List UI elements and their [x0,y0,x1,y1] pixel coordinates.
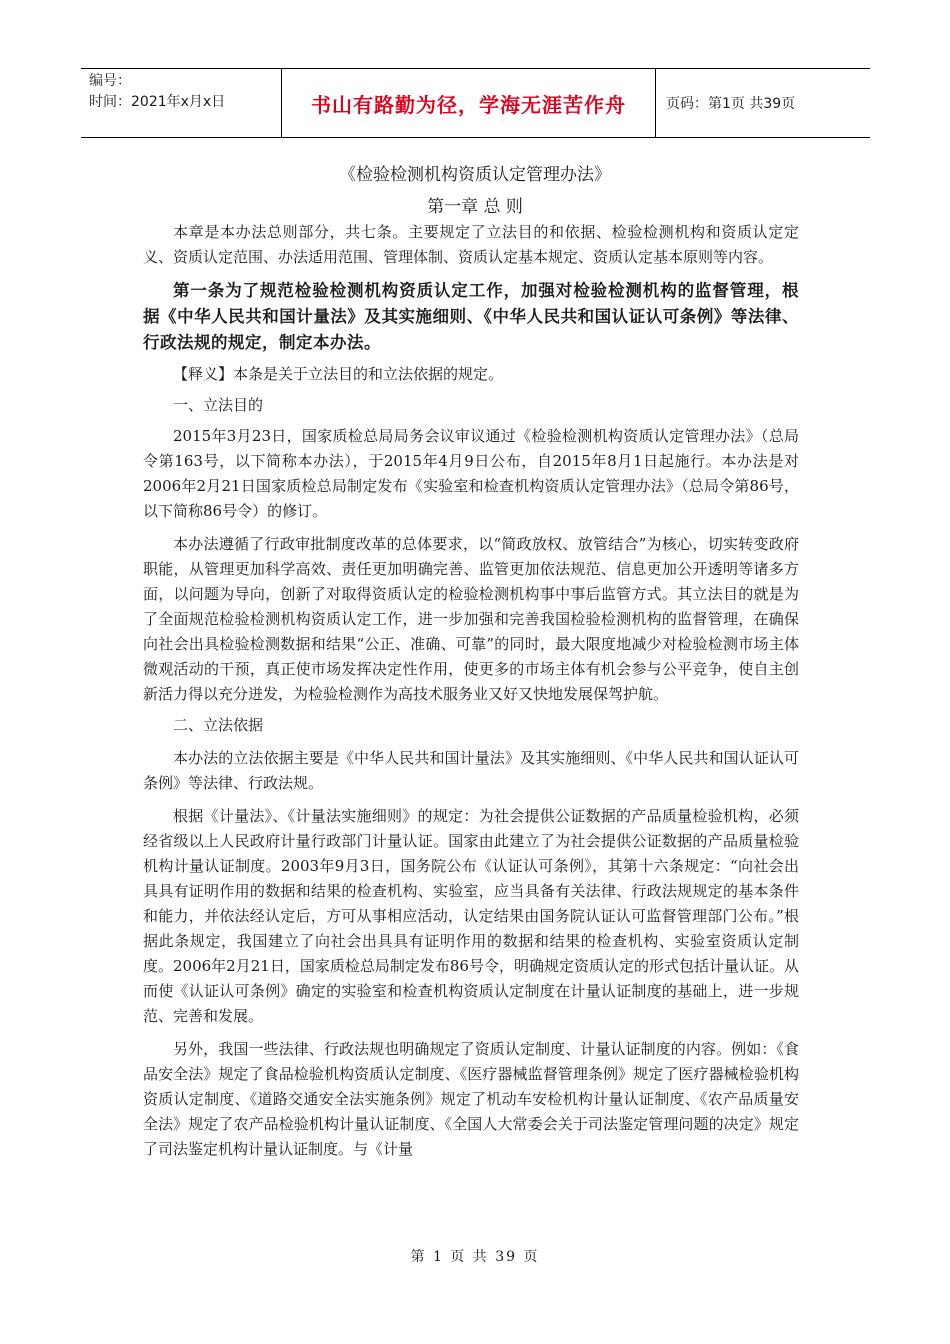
paragraph-metrology-law: 根据《计量法》、《计量法实施细则》的规定：为社会提供公证数据的产品质量检验机构，必须经省级以上人民政府计量行政部门计量认证。国家由此建立了为社会提供公证数据的产品质量检验机构计量认证制度。2003年9月3日，国务院公布《认证认可条例》，其第十六条规定：“向社会出具具有证明作用的数据和结果的检查机构、实验室，应当具备有关法律、行政法规规定的基本条件和能力，并依法经认定后，方可从事相应活动，认定结果由国务院认证认可监督管理部门公布。”根据此条规定，我国建立了向社会出具具有证明作用的数据和结果的检查机构、实验室资质认定制度。2006年2月21日，国家质检总局制定发布86号令，明确规定资质认定的形式包括计量认证。从而使《认证认可条例》确定的实验室和检查机构资质认定制度在计量认证制度的基础上，进一步规范、完善和发展。 [143,807,799,1025]
document-title: 《检验检测机构资质认定管理办法》 [339,165,611,185]
chapter-title: 第一章 总 则 [427,197,523,217]
document-body [143,220,799,1162]
section-heading-basis: 二、立法依据 [173,716,264,734]
article-1: 第一条为了规范检验检测机构资质认定工作，加强对检验检测机构的监督管理，根据《中华人民共和国计量法》及其实施细则、《中华人民共和国认证认可条例》等法律、行政法规的规定，制定本办法。 [143,281,799,352]
header-page-label: 页码：第1页 共39页 [666,96,796,112]
chapter-summary: 本章是本办法总则部分，共七条。主要规定了立法目的和依据、检验检测机构和资质认定定义、资质认定范围、办法适用范围、管理体制、资质认定基本规定、资质认定基本原则等内容。 [143,223,799,266]
paragraph-other-laws: 另外，我国一些法律、行政法规也明确规定了资质认定制度、计量认证制度的内容。例如：《食品安全法》规定了食品检验机构资质认定制度、《医疗器械监督管理条例》规定了医疗器械检验机构资质认定制度、《道路交通安全法实施条例》规定了机动车安检机构计量认证制度、《农产品质量安全法》规定了农产品检验机构计量认证制度、《全国人大常委会关于司法鉴定管理问题的决定》规定了司法鉴定机构计量认证制度。与《计量 [143,1040,799,1158]
page-footer: 第 1 页 共 39 页 [410,1249,540,1265]
interpretation-heading: 【释义】本条是关于立法目的和立法依据的规定。 [173,365,504,383]
number-label: 编号： [89,73,131,89]
section-heading-purpose: 一、立法目的 [173,396,264,414]
time-label: 时间：2021年x月x日 [89,94,226,110]
paragraph-basis: 本办法的立法依据主要是《中华人民共和国计量法》及其实施细则、《中华人民共和国认证认可条例》等法律、行政法规。 [143,749,799,792]
paragraph-purpose: 本办法遵循了行政审批制度改革的总体要求，以“简政放权、放管结合”为核心，切实转变政府职能，从管理更加科学高效、责任更加明确完善、监管更加依法规范、信息更加公开透明等诸多方面，以问题为导向，创新了对取得资质认定的检验检测机构事中事后监管方式。其立法目的就是为了全面规范检验检测机构资质认定工作，进一步加强和完善我国检验检测机构的监督管理，在确保向社会出具检验检测数据和结果“公正、准确、可靠”的同时，最大限度地减少对检验检测市场主体微观活动的干预，真正使市场发挥决定性作用，使更多的市场主体有机会参与公平竞争，使自主创新活力得以充分迸发，为检验检测作为高技术服务业又好又快地发展保驾护航。 [143,535,799,703]
paragraph-history: 2015年3月23日，国家质检总局局务会议审议通过《检验检测机构资质认定管理办法》（总局令第163号，以下简称本办法），于2015年4月9日公布，自2015年8月1日起施行。本办法是对2006年2月21日国家质检总局制定发布《实验室和检查机构资质认定管理办法》（总局令第86号，以下简称86号令）的修订。 [143,427,799,520]
page-header [81,68,870,138]
header-motto: 书山有路勤为径，学海无涯苦作舟 [281,69,656,137]
header-meta [81,69,281,137]
